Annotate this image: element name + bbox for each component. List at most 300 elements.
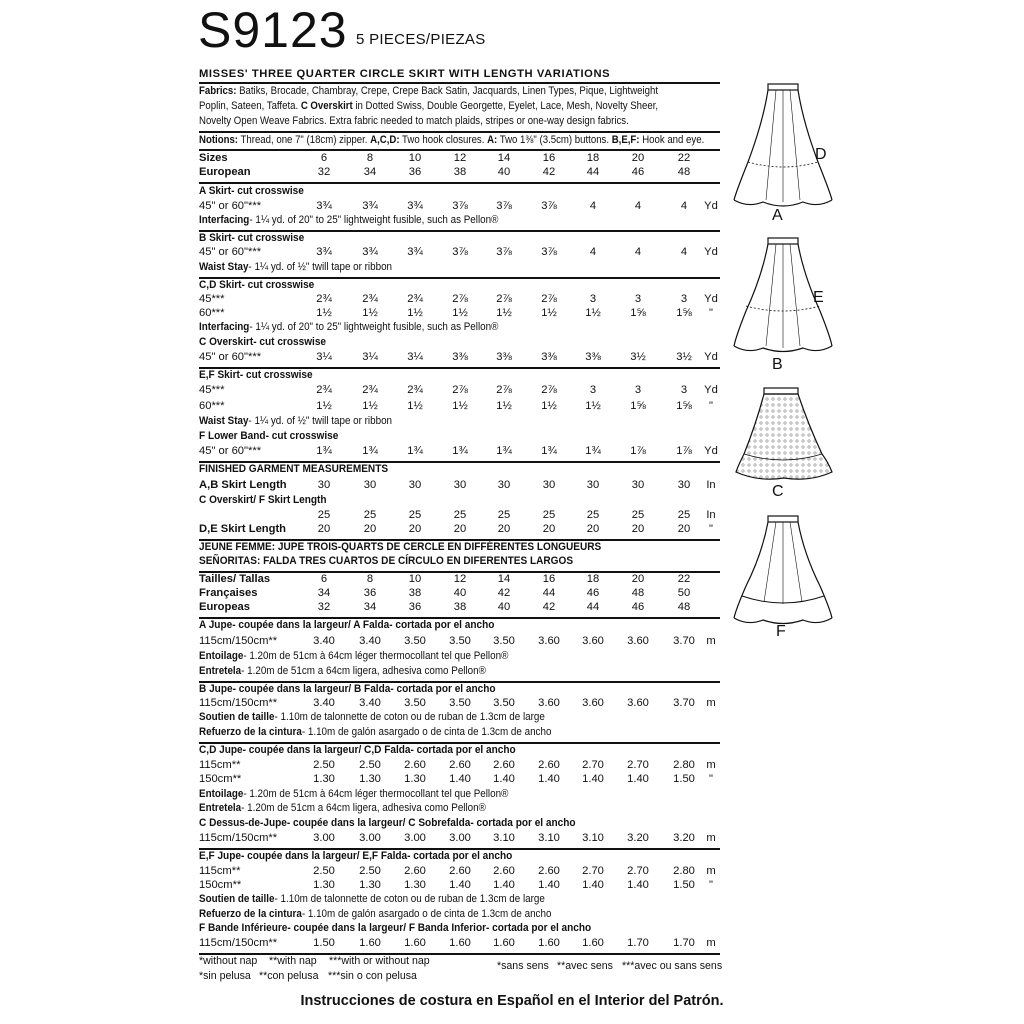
size-value: 3.60 <box>538 697 560 709</box>
size-value: 1¾ <box>541 445 557 457</box>
size-value: 30 <box>631 479 645 491</box>
size-value: 8 <box>366 573 374 585</box>
entoilage-label: Entoilage <box>199 788 244 800</box>
unit-label: " <box>709 879 713 891</box>
size-value: 34 <box>317 587 331 599</box>
size-value: 2.60 <box>493 759 515 771</box>
row-label: Europeas <box>199 601 250 613</box>
size-value: 1½ <box>585 400 601 412</box>
size-value: 1¾ <box>362 445 378 457</box>
size-value: 3.40 <box>359 697 381 709</box>
unit-label: " <box>709 307 713 319</box>
size-value: 3¾ <box>407 200 423 212</box>
size-value: 20 <box>317 523 331 535</box>
size-value: 38 <box>453 601 467 613</box>
row-label: European <box>199 166 251 178</box>
size-value: 16 <box>542 152 556 164</box>
unit-label: In <box>706 509 716 521</box>
refuerzo-text: - 1.10m de galón asargado o de cinta de 1.3cm de ancho <box>301 908 552 920</box>
jupe-a-heading: A Jupe- coupée dans la largeur/ A Falda- cortada por el ancho <box>199 619 495 631</box>
fabrics-label: Fabrics: <box>199 85 237 97</box>
size-value: 42 <box>542 601 556 613</box>
view-d-label: D <box>815 146 827 163</box>
size-value: 1⅞ <box>630 445 646 457</box>
view-cd-heading: C,D Skirt- cut crosswise <box>199 279 315 291</box>
size-value: 2.50 <box>359 865 381 877</box>
pattern-title: MISSES' THREE QUARTER CIRCLE SKIRT WITH LENGTH VARIATIONS <box>199 68 611 80</box>
size-value: 2.60 <box>538 865 560 877</box>
size-value: 4 <box>589 200 597 212</box>
size-value: 1.70 <box>673 937 695 949</box>
row-label: 150cm** <box>199 773 242 785</box>
footnote-with-nap: **with nap <box>269 955 317 967</box>
size-value: 3.60 <box>627 635 649 647</box>
unit-label: Yd <box>704 200 718 212</box>
row-label: 45" or 60"*** <box>199 246 262 258</box>
unit-label: " <box>709 523 713 535</box>
size-value: 1.30 <box>404 773 426 785</box>
size-value: 1.60 <box>359 937 381 949</box>
refuerzo-label: Refuerzo de la cintura <box>199 908 302 920</box>
soutien-text: - 1.10m de talonnette de coton ou de ruban de 1.3cm de large <box>274 893 545 905</box>
size-value: 2¾ <box>407 293 423 305</box>
view-e-label: E <box>813 289 824 306</box>
footnote-avec-ou-sans-sens: ***avec ou sans sens <box>622 960 723 972</box>
view-c-overskirt-heading: C Overskirt- cut crosswise <box>199 336 327 348</box>
row-label: 115cm/150cm** <box>199 937 278 949</box>
dessus-de-jupe-heading: C Dessus-de-Jupe- coupée dans la largeur/ C Sobrefalda- cortada por el ancho <box>199 817 576 829</box>
size-value: 25 <box>631 509 645 521</box>
size-value: 1¾ <box>452 445 468 457</box>
size-value: 30 <box>542 479 556 491</box>
size-value: 3⅜ <box>541 351 557 363</box>
size-value: 3.00 <box>313 832 335 844</box>
size-value: 1.30 <box>313 879 335 891</box>
unit-label: m <box>706 759 716 771</box>
size-value: 34 <box>363 166 377 178</box>
skirt-sketch-c <box>728 384 838 484</box>
size-value: 25 <box>542 509 556 521</box>
divider <box>199 182 720 184</box>
jupe-a-entoilage <box>199 650 508 662</box>
size-value: 38 <box>453 166 467 178</box>
row-label: 115cm/150cm** <box>199 697 278 709</box>
size-value: 1.40 <box>449 773 471 785</box>
view-f-label: F <box>776 623 786 640</box>
size-value: 40 <box>497 166 511 178</box>
size-value: 3.50 <box>493 697 515 709</box>
size-value: 2.50 <box>313 759 335 771</box>
size-value: 3.50 <box>404 635 426 647</box>
row-label: 45*** <box>199 384 225 396</box>
soutien-text: - 1.10m de talonnette de coton ou de ruban de 1.3cm de large <box>274 711 545 723</box>
size-value: 3.00 <box>449 832 471 844</box>
french-title: JEUNE FEMME: JUPE TROIS-QUARTS DE CERCLE EN DIFFÉRENTES LONGUEURS <box>199 541 602 553</box>
size-value: 22 <box>677 573 691 585</box>
footnote-with-or-without-nap: ***with or without nap <box>329 955 430 967</box>
view-b-heading: B Skirt- cut crosswise <box>199 232 305 244</box>
overskirt-label: C Overskirt <box>300 100 353 112</box>
size-value: 1.70 <box>627 937 649 949</box>
size-value: 48 <box>677 601 691 613</box>
size-value: 1.40 <box>493 879 515 891</box>
size-value: 2.50 <box>359 759 381 771</box>
jupe-a-entretela <box>199 665 486 677</box>
size-value: 1½ <box>407 400 423 412</box>
row-label: Françaises <box>199 587 258 599</box>
jupe-ef-refuerzo <box>199 908 551 920</box>
size-value: 2.60 <box>404 865 426 877</box>
skirt-sketch-f <box>728 514 838 634</box>
size-value: 32 <box>317 601 331 613</box>
size-value: 3.60 <box>627 697 649 709</box>
size-value: 2¾ <box>362 293 378 305</box>
size-value: 1.30 <box>404 879 426 891</box>
notions-view-label: A,C,D: <box>370 134 400 146</box>
divider <box>199 149 720 151</box>
size-value: 3 <box>634 384 642 396</box>
unit-label: In <box>706 479 716 491</box>
unit-label: Yd <box>704 246 718 258</box>
soutien-label: Soutien de taille <box>199 711 275 723</box>
size-value: 14 <box>497 573 511 585</box>
size-value: 1½ <box>452 400 468 412</box>
unit-label: " <box>709 773 713 785</box>
size-value: 20 <box>586 523 600 535</box>
entretela-text: - 1.20m de 51cm a 64cm ligera, adhesiva como Pellon® <box>241 802 486 814</box>
size-value: 36 <box>408 166 422 178</box>
size-value: 18 <box>586 573 600 585</box>
size-value: 1½ <box>585 307 601 319</box>
view-ef-heading: E,F Skirt- cut crosswise <box>199 369 313 381</box>
size-value: 2.60 <box>493 865 515 877</box>
unit-label: m <box>706 635 716 647</box>
size-value: 3⅞ <box>541 246 557 258</box>
size-value: 3¾ <box>362 246 378 258</box>
size-value: 32 <box>317 166 331 178</box>
view-a-heading: A Skirt- cut crosswise <box>199 185 304 197</box>
size-value: 1½ <box>362 307 378 319</box>
size-value: 1⅝ <box>676 307 692 319</box>
size-value: 20 <box>631 573 645 585</box>
size-value: 3.40 <box>313 635 335 647</box>
soutien-label: Soutien de taille <box>199 893 275 905</box>
size-value: 3.50 <box>404 697 426 709</box>
size-value: 4 <box>680 246 688 258</box>
jupe-b-soutien <box>199 711 545 723</box>
row-label: 115cm** <box>199 865 241 877</box>
size-value: 4 <box>634 200 642 212</box>
size-value: 2.80 <box>673 865 695 877</box>
size-value: 6 <box>320 152 328 164</box>
size-value: 3¾ <box>362 200 378 212</box>
size-value: 2.60 <box>538 759 560 771</box>
size-value: 1.30 <box>313 773 335 785</box>
unit-label: Yd <box>704 445 718 457</box>
size-value: 12 <box>453 573 467 585</box>
row-label: 60*** <box>199 307 225 319</box>
size-value: 3.70 <box>673 635 695 647</box>
view-cd-interfacing <box>199 321 498 333</box>
view-ef-waist-stay <box>199 415 392 427</box>
size-value: 16 <box>542 573 556 585</box>
jupe-b-heading: B Jupe- coupée dans la largeur/ B Falda- cortada por el ancho <box>199 683 496 695</box>
unit-label: " <box>709 400 713 412</box>
size-value: 2⅞ <box>541 293 557 305</box>
jupe-cd-entoilage <box>199 788 508 800</box>
unit-label: m <box>706 832 716 844</box>
size-value: 1⅞ <box>676 445 692 457</box>
size-value: 3⅜ <box>452 351 468 363</box>
size-value: 50 <box>677 587 691 599</box>
size-value: 30 <box>317 479 331 491</box>
size-value: 2.70 <box>582 759 604 771</box>
size-value: 1.30 <box>359 879 381 891</box>
entretela-text: - 1.20m de 51cm a 64cm ligera, adhesiva como Pellon® <box>241 665 486 677</box>
size-value: 25 <box>586 509 600 521</box>
size-value: 3¾ <box>407 246 423 258</box>
size-value: 1½ <box>407 307 423 319</box>
footnote-con-pelusa: **con pelusa <box>259 970 319 982</box>
size-value: 3.60 <box>582 635 604 647</box>
size-value: 46 <box>586 587 600 599</box>
size-value: 20 <box>677 523 691 535</box>
size-value: 3.40 <box>359 635 381 647</box>
size-value: 3⅜ <box>585 351 601 363</box>
size-value: 48 <box>677 166 691 178</box>
size-value: 3.50 <box>449 635 471 647</box>
spanish-title: SEÑORITAS: FALDA TRES CUARTOS DE CÍRCULO EN DIFERENTES LARGOS <box>199 555 574 567</box>
size-value: 25 <box>363 509 377 521</box>
size-value: 3.40 <box>313 697 335 709</box>
size-value: 1¾ <box>585 445 601 457</box>
entoilage-text: - 1.20m de 51cm à 64cm léger thermocollant tel que Pellon® <box>243 788 509 800</box>
notions-text: Thread, one 7" (18cm) zipper. <box>238 134 371 146</box>
size-value: 1.50 <box>673 773 695 785</box>
size-value: 3 <box>680 384 688 396</box>
size-value: 1.40 <box>627 773 649 785</box>
notions-text: Hook and eye. <box>639 134 705 146</box>
size-value: 30 <box>677 479 691 491</box>
size-value: 2.80 <box>673 759 695 771</box>
size-value: 2⅞ <box>541 384 557 396</box>
unit-label: Yd <box>704 384 718 396</box>
row-label: 45*** <box>199 293 225 305</box>
size-value: 3½ <box>630 351 646 363</box>
size-value: 3⅞ <box>496 246 512 258</box>
size-value: 1.50 <box>673 879 695 891</box>
size-value: 3½ <box>676 351 692 363</box>
waist-stay-label: Waist Stay <box>199 261 249 273</box>
size-value: 40 <box>453 587 467 599</box>
size-value: 34 <box>363 601 377 613</box>
footnote-sans-sens: *sans sens <box>497 960 549 972</box>
size-value: 10 <box>408 573 422 585</box>
bande-inferieure-heading: F Bande Inférieure- coupée dans la largeur/ F Banda Inferior- cortada por el ancho <box>199 922 592 934</box>
size-value: 1½ <box>452 307 468 319</box>
view-c-label: C <box>772 483 784 500</box>
size-value: 25 <box>317 509 331 521</box>
size-value: 1.40 <box>582 773 604 785</box>
size-value: 30 <box>497 479 511 491</box>
notions-label: Notions: <box>199 134 239 146</box>
c-f-skirt-length-label: C Overskirt/ F Skirt Length <box>199 494 327 506</box>
size-value: 1.40 <box>538 773 560 785</box>
footnote-sin-pelusa: *sin pelusa <box>199 970 251 982</box>
unit-label: Yd <box>704 293 718 305</box>
size-value: 1¾ <box>407 445 423 457</box>
size-value: 3.20 <box>673 832 695 844</box>
entretela-label: Entretela <box>199 665 242 677</box>
row-label: Tailles/ Tallas <box>199 573 271 585</box>
size-value: 1.30 <box>359 773 381 785</box>
size-value: 20 <box>408 523 422 535</box>
row-label: D,E Skirt Length <box>199 523 287 535</box>
fabrics-text-2a: Poplin, Sateen, Taffeta. <box>199 100 301 112</box>
entoilage-label: Entoilage <box>199 650 244 662</box>
size-value: 12 <box>453 152 467 164</box>
jupe-cd-heading: C,D Jupe- coupée dans la largeur/ C,D Falda- cortada por el ancho <box>199 744 516 756</box>
pattern-number: S9123 <box>198 2 348 58</box>
size-value: 1.60 <box>538 937 560 949</box>
size-value: 18 <box>586 152 600 164</box>
size-value: 3⅞ <box>452 246 468 258</box>
size-value: 20 <box>453 523 467 535</box>
size-value: 3.10 <box>582 832 604 844</box>
size-value: 4 <box>680 200 688 212</box>
size-value: 3¾ <box>316 246 332 258</box>
size-value: 36 <box>408 601 422 613</box>
fabrics-text-2b: in Dotted Swiss, Double Georgette, Eyelet, Lace, Mesh, Novelty Sheer, <box>352 100 659 112</box>
size-value: 2.70 <box>627 759 649 771</box>
size-value: 2.60 <box>449 865 471 877</box>
size-value: 46 <box>631 166 645 178</box>
view-b-waist-stay <box>199 261 392 273</box>
size-value: 1½ <box>541 307 557 319</box>
view-b-label: B <box>772 356 783 373</box>
size-value: 3.20 <box>627 832 649 844</box>
notions-view-label: B,E,F: <box>611 134 640 146</box>
size-value: 25 <box>497 509 511 521</box>
size-value: 1½ <box>316 400 332 412</box>
size-value: 3.60 <box>538 635 560 647</box>
size-value: 1½ <box>362 400 378 412</box>
size-value: 3.50 <box>493 635 515 647</box>
size-value: 3.00 <box>404 832 426 844</box>
size-value: 3¾ <box>316 200 332 212</box>
size-value: 1.40 <box>582 879 604 891</box>
size-value: 1½ <box>496 400 512 412</box>
size-value: 1.40 <box>493 773 515 785</box>
size-value: 4 <box>634 246 642 258</box>
size-value: 2.60 <box>449 759 471 771</box>
size-value: 20 <box>631 152 645 164</box>
size-value: 2¾ <box>316 384 332 396</box>
size-value: 2¾ <box>362 384 378 396</box>
size-value: 1.60 <box>582 937 604 949</box>
size-value: 44 <box>542 587 556 599</box>
unit-label: m <box>706 937 716 949</box>
row-label: 45" or 60"*** <box>199 200 262 212</box>
size-value: 38 <box>408 587 422 599</box>
size-value: 22 <box>677 152 691 164</box>
size-value: 20 <box>363 523 377 535</box>
size-value: 2.70 <box>582 865 604 877</box>
size-value: 30 <box>408 479 422 491</box>
size-value: 3.70 <box>673 697 695 709</box>
view-a-label: A <box>772 207 783 224</box>
row-label: 60*** <box>199 400 225 412</box>
size-value: 3 <box>589 384 597 396</box>
waist-stay-text: - 1¼ yd. of ½" twill tape or ribbon <box>248 261 393 273</box>
jupe-ef-heading: E,F Jupe- coupée dans la largeur/ E,F Falda- cortada por el ancho <box>199 850 513 862</box>
interfacing-text: - 1¼ yd. of 20" to 25" lightweight fusible, such as Pellon® <box>249 214 499 226</box>
size-value: 44 <box>586 166 600 178</box>
interfacing-label: Interfacing <box>199 214 250 226</box>
size-value: 3⅞ <box>496 200 512 212</box>
size-value: 1¾ <box>316 445 332 457</box>
size-value: 20 <box>631 523 645 535</box>
notions-line <box>199 133 705 148</box>
fabrics-line-2 <box>199 99 659 114</box>
notions-view-label: A: <box>487 134 498 146</box>
size-value: 3¼ <box>362 351 378 363</box>
fabrics-line-3: Novelty Open Weave Fabrics. Extra fabric needed to match plaids, stripes or one-way design fabrics. <box>199 115 629 127</box>
size-value: 25 <box>453 509 467 521</box>
size-value: 6 <box>320 573 328 585</box>
size-value: 1.40 <box>449 879 471 891</box>
row-label: 150cm** <box>199 879 242 891</box>
size-value: 3¼ <box>407 351 423 363</box>
jupe-ef-soutien <box>199 893 545 905</box>
size-value: 36 <box>363 587 377 599</box>
size-value: 3 <box>634 293 642 305</box>
size-value: 3.10 <box>538 832 560 844</box>
size-value: 20 <box>542 523 556 535</box>
unit-label: m <box>706 865 716 877</box>
view-a-interfacing <box>199 214 498 226</box>
size-value: 14 <box>497 152 511 164</box>
unit-label: Yd <box>704 351 718 363</box>
size-value: 4 <box>589 246 597 258</box>
size-value: 48 <box>631 587 645 599</box>
size-value: 1.40 <box>538 879 560 891</box>
row-label: 115cm/150cm** <box>199 635 278 647</box>
size-value: 1½ <box>541 400 557 412</box>
size-value: 3.60 <box>582 697 604 709</box>
size-value: 46 <box>631 601 645 613</box>
size-value: 3.50 <box>449 697 471 709</box>
size-value: 42 <box>542 166 556 178</box>
size-value: 1⅝ <box>630 400 646 412</box>
footnote-without-nap: *without nap <box>199 955 258 967</box>
size-value: 3⅞ <box>452 200 468 212</box>
size-value: 25 <box>677 509 691 521</box>
fabrics-text-1: Batiks, Brocade, Chambray, Crepe, Crepe Back Satin, Jacquards, Linen Types, Pique, Lightweight <box>236 85 659 97</box>
size-value: 3.10 <box>493 832 515 844</box>
size-value: 10 <box>408 152 422 164</box>
size-value: 44 <box>586 601 600 613</box>
size-value: 2⅞ <box>496 384 512 396</box>
unit-label: m <box>706 697 716 709</box>
entoilage-text: - 1.20m de 51cm à 64cm léger thermocollant tel que Pellon® <box>243 650 509 662</box>
size-value: 1⅝ <box>630 307 646 319</box>
size-value: 30 <box>586 479 600 491</box>
size-value: 42 <box>497 587 511 599</box>
row-label: 115cm** <box>199 759 241 771</box>
size-value: 1⅝ <box>676 400 692 412</box>
footnote-avec-sens: **avec sens <box>557 960 613 972</box>
